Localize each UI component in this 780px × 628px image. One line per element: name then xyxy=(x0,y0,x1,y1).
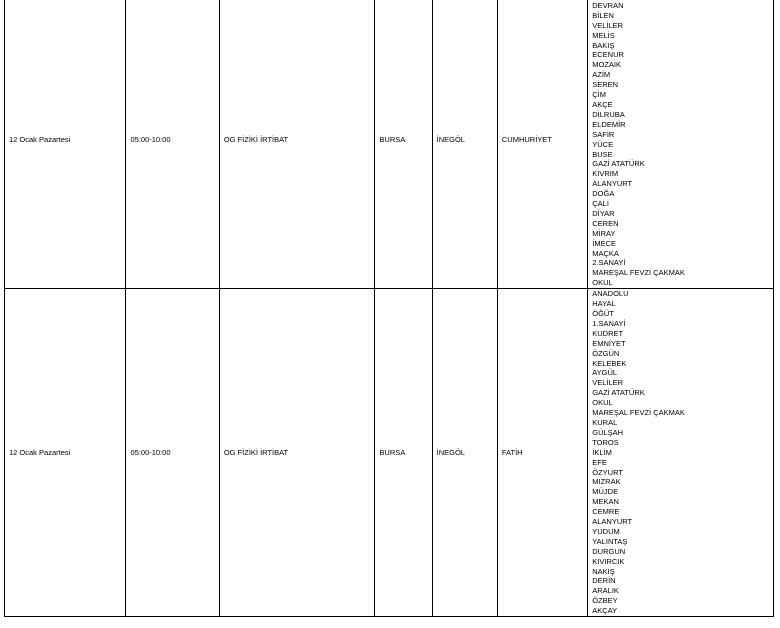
table-row xyxy=(5,0,774,289)
cell-time: 05:00-10:00 xyxy=(126,0,219,289)
cell-streets xyxy=(588,0,774,289)
street-item: AYGÜL xyxy=(592,368,618,378)
cell-type: OG FİZİKİ İRTİBAT xyxy=(219,0,375,289)
street-item: BAKIŞ xyxy=(592,40,615,50)
street-item: MAREŞAL FEVZİ ÇAKMAK xyxy=(592,268,685,278)
street-item: VELİLER xyxy=(592,20,624,30)
cell-neighborhood: CUMHURİYET xyxy=(497,0,587,289)
street-item: EMNİYET xyxy=(592,338,626,348)
street-item: TOROS xyxy=(592,437,619,447)
street-item: DİLRUBA xyxy=(592,109,625,119)
cell-type: OG FİZİKİ İRTİBAT xyxy=(219,289,375,617)
street-item: MOZAİK xyxy=(592,60,621,70)
cell-city: BURSA xyxy=(375,289,432,617)
street-item: KURAL xyxy=(592,417,618,427)
cell-district: İNEGÖL xyxy=(432,0,497,289)
street-item: ÖZYURT xyxy=(592,467,623,477)
street-item: AZİM xyxy=(592,70,611,80)
street-item: GAZİ ATATÜRK xyxy=(592,159,645,169)
cell-district: İNEGÖL xyxy=(432,289,497,617)
table-row xyxy=(5,289,774,617)
street-item: KELEBEK xyxy=(592,358,627,368)
street-item: ÖZBEY xyxy=(592,596,618,606)
street-item: ELDEMİR xyxy=(592,119,626,129)
street-item: MELİS xyxy=(592,30,615,40)
street-item: YALINTAŞ xyxy=(592,536,628,546)
street-item: ÇALI xyxy=(592,199,609,209)
street-item: ALANYURT xyxy=(592,179,633,189)
street-item: DOĞA xyxy=(592,189,615,199)
cell-date: 12 Ocak Pazartesi xyxy=(5,0,126,289)
street-item: DERİN xyxy=(592,576,616,586)
street-item: ÖĞÜT xyxy=(592,309,614,318)
street-item: CEREN xyxy=(592,218,619,228)
cell-neighborhood: FATİH xyxy=(497,289,587,617)
street-item: MİRAY xyxy=(592,228,616,238)
street-item: 2.SANAYİ xyxy=(592,258,626,268)
street-item: YÜCE xyxy=(592,139,614,149)
street-item: 1.SANAYİ xyxy=(592,318,626,328)
cell-streets xyxy=(588,289,774,617)
street-item: GAZİ ATATÜRK xyxy=(592,388,645,398)
street-item: KIVIRCIK xyxy=(592,556,625,566)
street-item: YUDUM xyxy=(592,526,620,536)
street-item: ARALIK xyxy=(592,586,619,596)
cell-city: BURSA xyxy=(375,0,432,289)
street-item: AKÇE xyxy=(592,99,613,109)
street-item: ÇİM xyxy=(592,90,606,100)
street-item: İKLİM xyxy=(592,447,612,457)
street-item: DİYAR xyxy=(592,208,615,218)
street-item: GÜLŞAH xyxy=(592,427,624,437)
street-item: OKUL xyxy=(592,278,613,288)
street-item: ECENUR xyxy=(592,50,624,60)
street-item: ÖZGÜN xyxy=(592,348,620,358)
street-item: BUSE xyxy=(592,149,613,159)
street-item: NAKIŞ xyxy=(592,566,615,576)
cell-time: 05:00-10:00 xyxy=(126,289,219,617)
street-item: MAÇKA xyxy=(592,248,619,258)
street-item: MEKAN xyxy=(592,497,619,507)
street-item: MAREŞAL FEVZİ ÇAKMAK xyxy=(592,408,685,418)
street-item: ANADOLU xyxy=(592,289,629,299)
street-item: CEMRE xyxy=(592,507,620,517)
street-item: MIZRAK xyxy=(592,477,621,487)
street-item: SEREN xyxy=(592,80,619,90)
street-item: SAFİR xyxy=(592,129,615,139)
street-item: DURGUN xyxy=(592,546,626,556)
cell-date: 12 Ocak Pazartesi xyxy=(5,289,126,617)
street-item: HAYAL xyxy=(592,299,616,309)
street-item: İMECE xyxy=(592,238,616,248)
street-item: VELİLER xyxy=(592,378,624,388)
street-item: AKÇAY xyxy=(592,606,618,616)
table-body xyxy=(5,0,774,617)
outage-table xyxy=(4,0,774,617)
street-item: BİLEN xyxy=(592,10,614,20)
street-item: KUDRET xyxy=(592,328,624,338)
street-item: EFE xyxy=(592,457,607,467)
street-item: ALANYURT xyxy=(592,517,633,527)
street-item: OKUL xyxy=(592,398,613,408)
street-item: KIVRIM xyxy=(592,169,619,179)
street-item: DEVRAN xyxy=(592,0,624,10)
street-item: MÜJDE xyxy=(592,487,619,497)
